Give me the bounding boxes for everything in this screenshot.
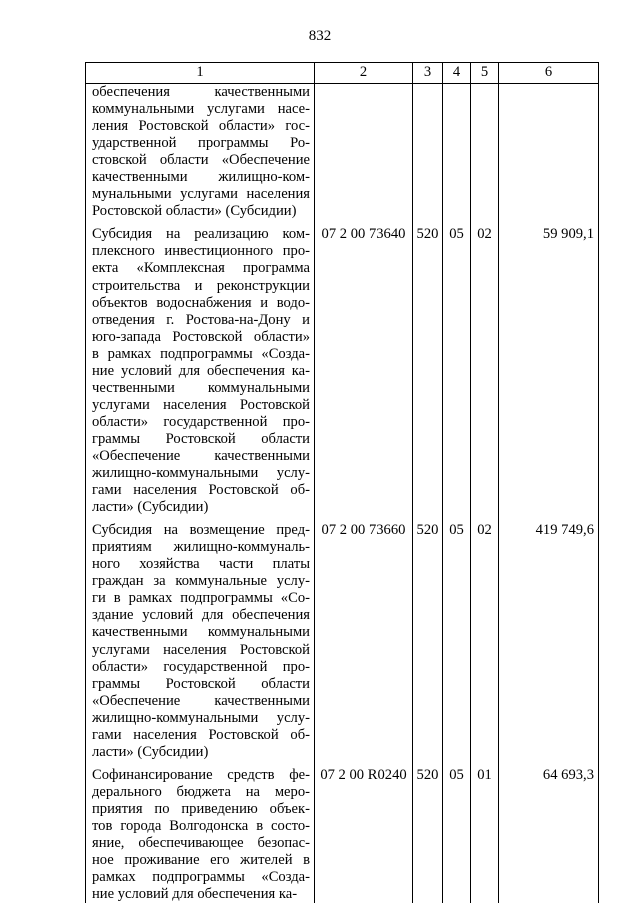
expense-type-cell: 520 — [413, 522, 443, 761]
column-header: 5 — [471, 63, 499, 84]
expense-name-line: Субсидия на реализацию ком- — [92, 226, 310, 243]
table-row — [86, 226, 599, 516]
expense-name-line: екта «Комплексная программа — [92, 260, 310, 277]
expense-name-line: ние условий для обеспечения ка- — [92, 886, 298, 903]
expense-name-line: ласти» (Субсидии) — [92, 743, 209, 760]
expense-name-line: приятиям жилищно-коммуналь- — [92, 539, 310, 556]
expense-name-line: жилищно-коммунальными услу- — [92, 709, 310, 726]
expense-name-line: яние, обеспечивающее безопас- — [92, 835, 310, 852]
expense-name-line: ления Ростовской области» гос- — [92, 118, 310, 135]
subsection-cell: 02 — [471, 522, 499, 761]
expense-name-line: здание условий для обеспечения — [92, 607, 310, 624]
target-article-cell: 07 2 00 R0240 — [315, 767, 413, 903]
amount-cell: 59 909,1 — [499, 226, 599, 516]
expense-name-line: ние условий для обеспечения ка- — [92, 362, 310, 379]
expense-name-line: граммы Ростовской области — [92, 675, 310, 692]
target-article-cell — [315, 84, 413, 221]
table-row — [86, 767, 599, 903]
expense-name-line: области» государственной про- — [92, 658, 310, 675]
column-header: 3 — [413, 63, 443, 84]
expense-name-line: объектов водоснабжения и водо- — [92, 294, 310, 311]
expense-type-cell: 520 — [413, 767, 443, 903]
subsection-cell: 02 — [471, 226, 499, 516]
amount-cell — [499, 84, 599, 221]
expense-name-line: отведения г. Ростова-на-Дону и — [92, 311, 310, 328]
expense-type-cell: 520 — [413, 226, 443, 516]
expense-name-line: Ростовской области» (Субсидии) — [92, 203, 297, 220]
target-article-cell: 07 2 00 73640 — [315, 226, 413, 516]
expense-name-line: Софинансирование средств фе- — [92, 766, 310, 783]
page-number: 832 — [308, 28, 332, 44]
expense-name-cell — [86, 522, 315, 761]
expense-name-line: тов города Волгодонска в состо- — [92, 817, 310, 834]
expense-name-line: плексного инвестиционного про- — [92, 243, 310, 260]
column-header: 1 — [86, 63, 315, 84]
section-cell — [443, 84, 471, 221]
expense-name-line: гами населения Ростовской об- — [92, 482, 310, 499]
expense-name-line: граммы Ростовской области — [92, 430, 310, 447]
expense-name-line: жилищно-коммунальными услу- — [92, 465, 310, 482]
column-header: 2 — [315, 63, 413, 84]
expense-name-line: рамках подпрограммы «Созда- — [92, 869, 310, 886]
amount-cell: 419 749,6 — [499, 522, 599, 761]
budget-table — [85, 62, 599, 903]
expense-name-line: стовской области «Обеспечение — [92, 152, 310, 169]
expense-name-line: качественными коммунальными — [92, 624, 310, 641]
expense-name-line: строительства и реконструкции — [92, 277, 310, 294]
expense-name-line: ласти» (Субсидии) — [92, 499, 209, 516]
expense-name-line: ного хозяйства части платы — [92, 556, 310, 573]
column-header: 4 — [443, 63, 471, 84]
expense-name-line: обеспечения качественными — [92, 84, 310, 100]
expense-name-cell — [86, 767, 315, 903]
expense-name-cell — [86, 226, 315, 516]
table-header-row — [86, 63, 599, 84]
expense-name-line: услугами населения Ростовской — [92, 641, 310, 658]
column-header: 6 — [499, 63, 599, 84]
expense-name-line: дерального бюджета на меро- — [92, 783, 310, 800]
expense-name-line: юго-запада Ростовской области» — [92, 328, 310, 345]
expense-name-line: «Обеспечение качественными — [92, 692, 310, 709]
expense-name-line: чественными коммунальными — [92, 379, 310, 396]
expense-type-cell — [413, 84, 443, 221]
expense-name-line: качественными жилищно-ком- — [92, 169, 310, 186]
expense-name-line: «Обеспечение качественными — [92, 447, 310, 464]
subsection-cell: 01 — [471, 767, 499, 903]
expense-name-line: Субсидия на возмещение пред- — [92, 522, 310, 539]
expense-name-line: гами населения Ростовской об- — [92, 726, 310, 743]
expense-name-line: приятия по приведению объек- — [92, 800, 310, 817]
expense-name-line: ги в рамках подпрограммы «Со- — [92, 590, 310, 607]
expense-name-line: услугами населения Ростовской — [92, 396, 310, 413]
target-article-cell: 07 2 00 73660 — [315, 522, 413, 761]
expense-name-line: граждан за коммунальные услу- — [92, 573, 310, 590]
expense-name-cell — [86, 84, 315, 221]
expense-name-line: ное проживание его жителей в — [92, 852, 310, 869]
expense-name-line: мунальными услугами населения — [92, 186, 310, 203]
expense-name-line: в рамках подпрограммы «Созда- — [92, 345, 310, 362]
table-body — [86, 84, 599, 904]
section-cell: 05 — [443, 522, 471, 761]
section-cell: 05 — [443, 226, 471, 516]
expense-name-line: коммунальными услугами насе- — [92, 101, 310, 118]
table-row — [86, 522, 599, 761]
amount-cell: 64 693,3 — [499, 767, 599, 903]
expense-name-line: ударственной программы Ро- — [92, 135, 310, 152]
expense-name-line: области» государственной про- — [92, 413, 310, 430]
subsection-cell — [471, 84, 499, 221]
table-row — [86, 84, 599, 221]
section-cell: 05 — [443, 767, 471, 903]
